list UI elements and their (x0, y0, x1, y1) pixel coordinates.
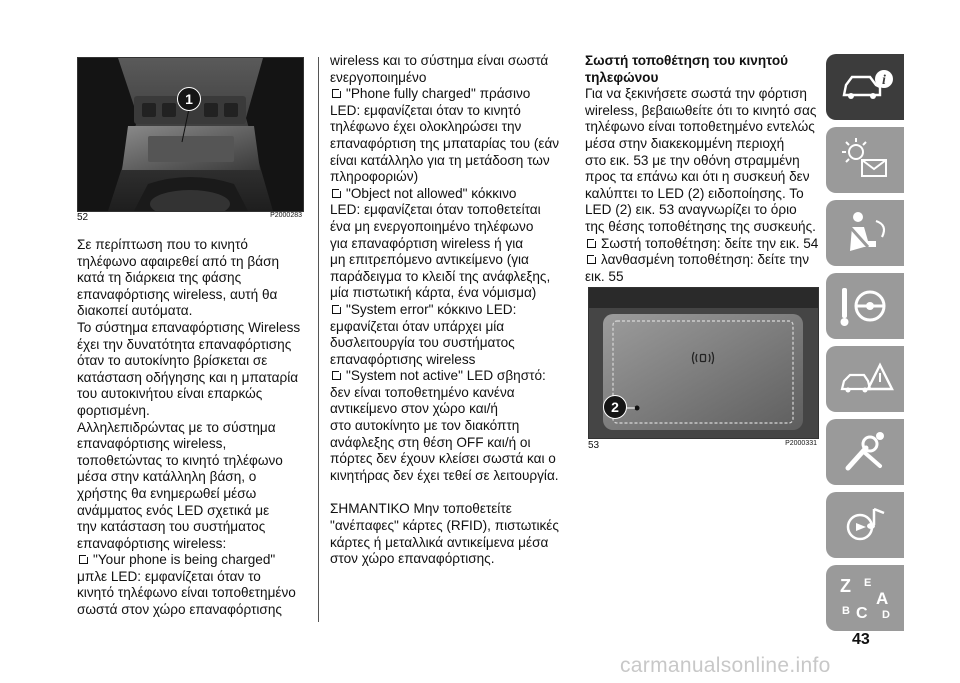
text-line: κατά τη διάρκεια της φάσης (77, 270, 242, 286)
section-heading: τηλεφώνου (585, 69, 659, 85)
bullet-item (330, 302, 570, 319)
text-line: τηλέφωνο είναι τοποθετημένο εντελώς (585, 119, 815, 135)
tab-lights-messages[interactable] (826, 127, 904, 193)
figure-52-photo (77, 57, 304, 212)
text-line: μία πιστωτική κάρτα, ένα νόμισμα) (330, 285, 537, 301)
bullet-text: "Your phone is being charged" (93, 552, 276, 568)
text-line: wireless και το σύστημα είναι σωστά (330, 53, 549, 68)
lights-mail-icon (836, 134, 896, 186)
svg-text:E: E (864, 577, 872, 589)
text-line: πληροφοριών) (330, 169, 419, 185)
text-line: κινητήρας δεν έχει τεθεί σε λειτουργία. (330, 467, 559, 483)
figure-52-number: 52 (77, 212, 89, 223)
text-line: ανάφλεξης στη θέση OFF και/ή οι (330, 434, 531, 450)
index-letters-icon (836, 572, 896, 624)
column-3 (585, 53, 825, 285)
checkbox-bullet-icon (587, 255, 596, 264)
bullet-item (585, 236, 825, 253)
text-line: τηλέφωνο αφαιρεθεί από τη βάση (77, 253, 280, 269)
svg-text:B: B (842, 605, 850, 617)
text-line: Αλληλεπιδρώντας με το σύστημα (77, 419, 276, 435)
multimedia-icon (836, 499, 896, 551)
text-line: μη επιτρεπόμενο αντικείμενο (για (330, 252, 529, 268)
tab-maintenance[interactable] (826, 419, 904, 485)
bullet-text: "System error" κόκκινο LED: (346, 301, 517, 317)
text-line: ένα μη ενεργοποιημένο τηλέφωνο (330, 218, 534, 234)
text-line: LED (2) εικ. 53 αναγνωρίζει το όριο (585, 202, 797, 218)
checkbox-bullet-icon (587, 239, 596, 248)
text-line: φορτισμένη. (77, 402, 150, 418)
column-2 (330, 53, 570, 568)
checkbox-bullet-icon (332, 305, 341, 314)
text-line: Το σύστημα επαναφόρτισης Wireless (77, 319, 301, 335)
text-line: εικ. 55 (585, 268, 624, 284)
seatbelt-airbag-icon (836, 207, 896, 259)
important-note: "ανέπαφες" κάρτες (RFID), πιστωτικές (330, 518, 559, 534)
text-line: στο αυτοκίνητο με τον διακόπτη (330, 418, 520, 434)
section-heading: Σωστή τοποθέτηση του κινητού (585, 53, 789, 68)
svg-text:A: A (876, 589, 889, 608)
text-line: LED: εμφανίζεται όταν το κινητό (330, 102, 521, 118)
text-line: Σε περίπτωση που το κινητό (77, 237, 248, 252)
text-line: παράδειγμα το κλειδί της ανάφλεξης, (330, 268, 551, 284)
bullet-item (77, 552, 317, 569)
figure-53-code: P2000331 (785, 440, 817, 447)
tab-car-info[interactable] (826, 54, 904, 120)
checkbox-bullet-icon (332, 189, 341, 198)
text-line: επαναφόρτιση της μπαταρίας του (εάν (330, 135, 560, 151)
text-line: επαναφόρτισης wireless (330, 351, 476, 367)
text-line: χρήστης θα ενημερωθεί μέσω (77, 485, 257, 501)
section-tabs (826, 54, 904, 638)
bullet-text: λανθασμένη τοποθέτηση: δείτε την (601, 252, 810, 268)
svg-text:C: C (856, 605, 868, 622)
svg-text:Z: Z (840, 576, 851, 596)
important-note: στον χώρο επαναφόρτισης. (330, 551, 495, 567)
bullet-text: "System not active" LED σβηστό: (346, 368, 546, 384)
text-line: καλύπτει το LED (2) ειδοποίησης. Το (585, 185, 804, 201)
text-line: μπλε LED: εμφανίζεται όταν το (77, 568, 261, 584)
text-line: σωστά στον χώρο επαναφόρτισης (77, 602, 282, 618)
important-note: κάρτες ή μεταλλικά αντικείμενα μέσα (330, 534, 549, 550)
bullet-item (330, 86, 570, 103)
text-line: επαναφόρτισης wireless, (77, 436, 227, 452)
bullet-item (330, 368, 570, 385)
text-line: τηλέφωνο έχει ολοκληρώσει την (330, 119, 522, 135)
figure-53-caption (588, 440, 817, 451)
text-line: κινητό τηλέφωνο είναι τοποθετημένο (77, 585, 296, 601)
tab-safety[interactable] (826, 200, 904, 266)
text-line: LED: εμφανίζεται όταν τοποθετείται (330, 202, 541, 218)
text-line: επαναφόρτισης wireless: (77, 535, 227, 551)
text-line: την κατάσταση του συστήματος (77, 519, 266, 535)
text-line: ανάμματος ενός LED σχετικά με (77, 502, 270, 518)
callout-2: 2 (603, 395, 627, 419)
car-info-icon (836, 61, 896, 113)
text-line: έχει την δυνατότητα επαναφόρτισης (77, 336, 292, 352)
steering-controls-icon (836, 280, 896, 332)
bullet-text: "Phone fully charged" πράσινο (346, 86, 531, 102)
text-line: δυσλειτουργία του συστήματος (330, 335, 515, 351)
checkbox-bullet-icon (332, 89, 341, 98)
text-line: επαναφόρτισης wireless, αυτή θα (77, 286, 278, 302)
text-line: wireless, βεβαιωθείτε ότι το κινητό σας (585, 102, 817, 118)
page-number: 43 (852, 631, 870, 648)
text-line: Για να ξεκινήσετε σωστά την φόρτιση (585, 86, 807, 102)
text-line: αντικείμενο στον χώρο και/ή (330, 401, 498, 417)
tab-driving[interactable] (826, 273, 904, 339)
text-line: πόρτες δεν έχουν κλείσει σωστά και ο (330, 451, 556, 467)
text-line: μέσα στην κατάλληλη βάση, ο (77, 469, 257, 485)
tools-icon (836, 426, 896, 478)
text-line: μέσα στην διακεκομμένη περιοχή (585, 135, 785, 151)
warning-car-icon (836, 353, 896, 405)
important-note: ΣΗΜΑΝΤΙΚΟ Μην τοποθετείτε (330, 501, 512, 517)
callout-1: 1 (177, 87, 201, 111)
figure-52-code: P2000283 (270, 212, 302, 219)
tab-emergency[interactable] (826, 346, 904, 412)
text-line: του αυτοκινήτου είναι επαρκώς (77, 386, 263, 402)
figure-52-caption (77, 212, 302, 223)
tab-multimedia[interactable] (826, 492, 904, 558)
watermark: carmanualsonline.info (620, 654, 831, 677)
text-line: όταν το αυτοκίνητο βρίσκεται σε (77, 353, 268, 369)
bullet-text: "Object not allowed" κόκκινο (346, 185, 517, 201)
bullet-item (585, 252, 825, 269)
svg-text:i: i (882, 73, 886, 88)
text-line: στο εικ. 53 με την οθόνη στραμμένη (585, 152, 800, 168)
column-divider (318, 57, 319, 622)
checkbox-bullet-icon (79, 555, 88, 564)
text-line: εμφανίζεται όταν υπάρχει μία (330, 318, 505, 334)
checkbox-bullet-icon (332, 371, 341, 380)
text-line: προς τα επάνω και ότι η συσκευή δεν (585, 169, 810, 185)
text-line: της θέσης τοποθέτησης της συσκευής. (585, 218, 816, 234)
tab-index[interactable] (826, 565, 904, 631)
svg-text:D: D (882, 609, 890, 621)
figure-53-photo (588, 287, 819, 439)
text-line: διακοπεί αυτόματα. (77, 303, 193, 319)
column-1 (77, 237, 317, 619)
text-line: ενεργοποιημένο (330, 69, 427, 85)
text-line: τοποθετώντας το κινητό τηλέφωνο (77, 452, 283, 468)
bullet-item (330, 186, 570, 203)
text-line: είναι κατάλληλο για τη μετάδοση των (330, 152, 550, 168)
bullet-text: Σωστή τοποθέτηση: δείτε την εικ. 54 (601, 235, 819, 251)
text-line: δεν είναι τοποθετημένο κανένα (330, 384, 515, 400)
text-line: για επαναφόρτιση wireless ή για (330, 235, 524, 251)
text-line: κατάσταση οδήγησης και η μπαταρία (77, 369, 299, 385)
figure-53-number: 53 (588, 440, 600, 451)
